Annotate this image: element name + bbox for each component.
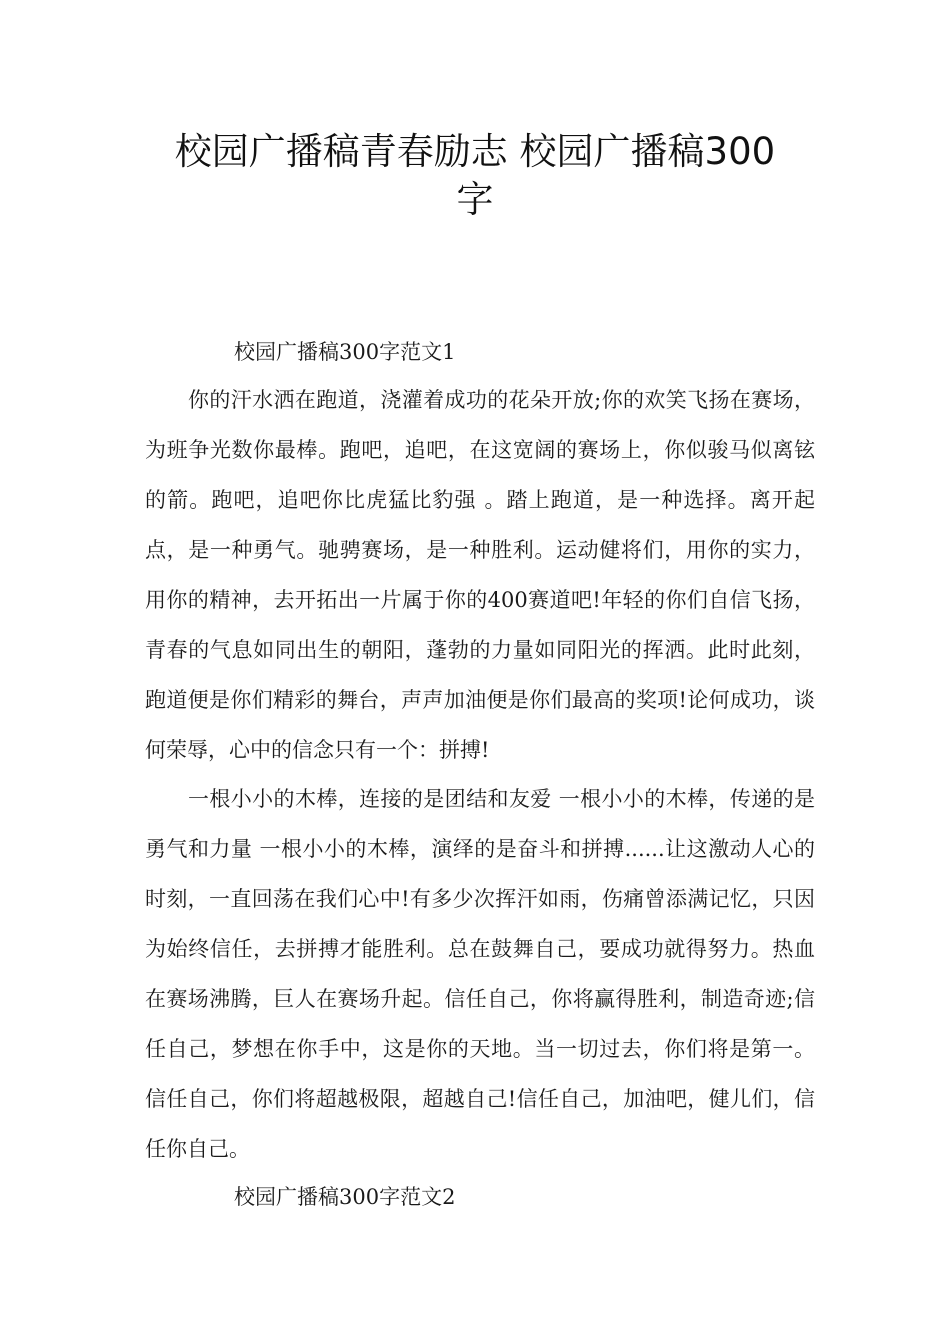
paragraph-2: 一根小小的木棒，连接的是团结和友爱 一根小小的木棒，传递的是勇气和力量 一根小小的木棒，演绎的是奋斗和拼搏......让这激动人心的时刻，一直回荡在我们心中!有多少次挥汗如雨，伤痛曾添满记忆，只因为始终信任，去拼搏才能胜利。总在鼓舞自己，要成功就得努力。热血在赛场沸腾，巨人在赛场升起。信任自己，你将赢得胜利，制造奇迹;信任自己，梦想在你手中，这是你的天地。当一切过去，你们将是第一。信任自己，你们将超越极限，超越自己!信任自己，加油吧，健儿们，信任你自己。 — [145, 787, 815, 1161]
section-heading-2: 校园广播稿300字范文2 — [234, 1185, 456, 1209]
document-title — [120, 128, 830, 224]
section-heading-1: 校园广播稿300字范文1 — [234, 340, 456, 364]
title-line-2: 字 — [456, 178, 494, 221]
title-line-1: 校园广播稿青春励志 校园广播稿300 — [174, 130, 776, 173]
paragraph-1: 你的汗水洒在跑道，浇灌着成功的花朵开放;你的欢笑飞扬在赛场，为班争光数你最棒。跑吧，追吧，在这宽阔的赛场上，你似骏马似离铉的箭。跑吧，追吧你比虎猛比豹强 。踏上跑道，是一种选择。离开起点，是一种勇气。驰骋赛场，是一种胜利。运动健将们，用你的实力，用你的精神，去开拓出一片属于你的400赛道吧!年轻的你们自信飞扬，青春的气息如同出生的朝阳，蓬勃的力量如同阳光的挥洒。此时此刻，跑道便是你们精彩的舞台，声声加油便是你们最高的奖项!论何成功，谈何荣辱，心中的信念只有一个：拼搏! — [145, 388, 815, 762]
